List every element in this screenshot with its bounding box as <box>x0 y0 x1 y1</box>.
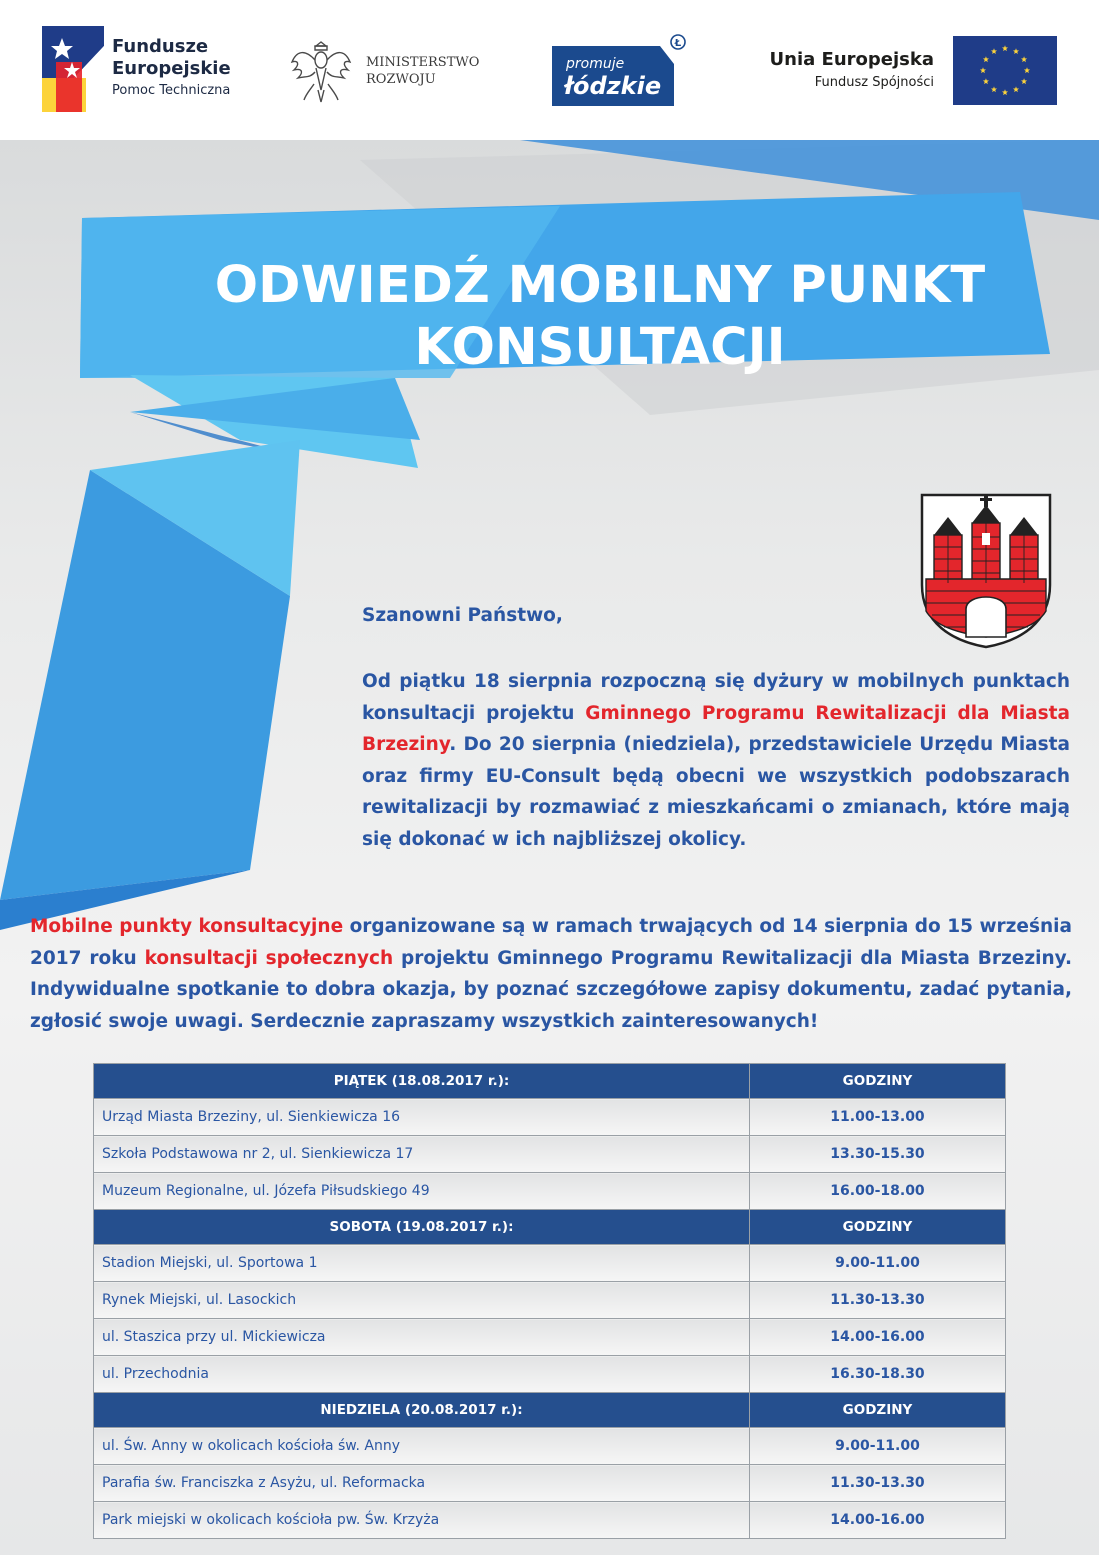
hours-column-header: GODZINY <box>750 1210 1006 1245</box>
hours-cell: 13.30-15.30 <box>750 1136 1006 1173</box>
fundusze-line2: Europejskie <box>112 58 231 79</box>
brzeziny-coat-of-arms-icon <box>920 493 1052 649</box>
lodzkie-line1: promuje <box>566 56 625 72</box>
location-cell: Muzeum Regionalne, ul. Józefa Piłsudskiego 49 <box>94 1173 750 1210</box>
intro-highlight: Gminnego Programu Rewitalizacji dla Miasta Brzeziny <box>362 702 1070 755</box>
location-cell: ul. Św. Anny w okolicach kościoła św. Anny <box>94 1428 750 1465</box>
schedule-day-header <box>94 1064 1006 1099</box>
location-cell: Rynek Miejski, ul. Lasockich <box>94 1282 750 1319</box>
location-cell: Stadion Miejski, ul. Sportowa 1 <box>94 1245 750 1282</box>
hours-cell: 11.30-13.30 <box>750 1282 1006 1319</box>
table-row <box>94 1173 1006 1210</box>
fundusze-europejskie-logo-icon <box>42 26 104 112</box>
hours-cell: 11.30-13.30 <box>750 1465 1006 1502</box>
eu-flag-icon <box>953 36 1057 105</box>
title-line2: KONSULTACJI <box>414 318 786 377</box>
schedule-day-header <box>94 1393 1006 1428</box>
hours-cell: 14.00-16.00 <box>750 1319 1006 1356</box>
lodzkie-badge: Ł <box>674 38 682 49</box>
day-label: SOBOTA (19.08.2017 r.): <box>94 1210 750 1245</box>
fundusze-europejskie-text <box>112 36 231 102</box>
table-row <box>94 1245 1006 1282</box>
poster-title <box>120 255 1080 379</box>
info-paragraph <box>30 911 1072 1037</box>
hours-cell: 16.30-18.30 <box>750 1356 1006 1393</box>
table-row <box>94 1428 1006 1465</box>
intro-text-2: . Do 20 sierpnia (niedziela), przedstawiciele Urzędu Miasta oraz firmy EU-Consult będą obecni we wszystkich podobszarach rewitalizacji by rozmawiać z mieszkańcami o zmianach, które mają się dokonać w ich najbliższej okolicy. <box>362 734 1070 850</box>
title-line1: ODWIEDŹ MOBILNY PUNKT <box>214 256 986 315</box>
consultation-schedule-table <box>93 1063 1006 1539</box>
info-text-1: organizowane są w ramach trwających od 14 sierpnia do 15 września 2017 roku <box>30 916 1072 969</box>
hours-cell: 16.00-18.00 <box>750 1173 1006 1210</box>
greeting: Szanowni Państwo, <box>362 605 563 626</box>
hours-cell: 11.00-13.00 <box>750 1099 1006 1136</box>
intro-text-1: Od piątku 18 sierpnia rozpoczną się dyżury w mobilnych punktach konsultacji projektu <box>362 671 1070 724</box>
intro-paragraph <box>362 666 1070 855</box>
lodzkie-line2: łódzkie <box>564 72 662 100</box>
table-row <box>94 1282 1006 1319</box>
info-text-2: projektu Gminnego Programu Rewitalizacji dla Miasta Brzeziny. Indywidualne spotkanie to dobra okazja, by poznać szczegółowe zapisy dokumentu, zadać pytania, zgłosić swoje uwagi. Serdecznie zapraszamy wszystkich zainteresowanych! <box>30 947 1073 1032</box>
location-cell: Parafia św. Franciszka z Asyżu, ul. Reformacka <box>94 1465 750 1502</box>
info-highlight-1: Mobilne punkty konsultacyjne <box>30 916 344 937</box>
location-cell: Szkoła Podstawowa nr 2, ul. Sienkiewicza 17 <box>94 1136 750 1173</box>
hours-column-header: GODZINY <box>750 1393 1006 1428</box>
info-highlight-2: konsultacji społecznych <box>144 947 394 969</box>
location-cell: ul. Przechodnia <box>94 1356 750 1393</box>
location-cell: Urząd Miasta Brzeziny, ul. Sienkiewicza 16 <box>94 1099 750 1136</box>
promuje-lodzkie-logo-icon <box>552 34 692 108</box>
table-row <box>94 1465 1006 1502</box>
logo-header <box>0 0 1099 140</box>
schedule-day-header <box>94 1210 1006 1245</box>
fundusze-line1: Fundusze <box>112 36 209 57</box>
table-row <box>94 1502 1006 1539</box>
unia-europejska-text <box>740 48 934 94</box>
location-cell: ul. Staszica przy ul. Mickiewicza <box>94 1319 750 1356</box>
table-row <box>94 1136 1006 1173</box>
unia-line2: Fundusz Spójności <box>814 75 934 90</box>
ministerstwo-rozwoju-text <box>366 54 479 88</box>
fundusze-line3: Pomoc Techniczna <box>112 83 231 98</box>
hours-cell: 9.00-11.00 <box>750 1428 1006 1465</box>
hours-cell: 9.00-11.00 <box>750 1245 1006 1282</box>
table-row <box>94 1099 1006 1136</box>
ministerstwo-line1: MINISTERSTWO <box>366 55 480 70</box>
location-cell: Park miejski w okolicach kościoła pw. Św. Krzyża <box>94 1502 750 1539</box>
table-row <box>94 1356 1006 1393</box>
ministerstwo-line2: ROZWOJU <box>366 72 436 87</box>
unia-line1: Unia Europejska <box>769 49 934 70</box>
day-label: NIEDZIELA (20.08.2017 r.): <box>94 1393 750 1428</box>
hours-column-header: GODZINY <box>750 1064 1006 1099</box>
day-label: PIĄTEK (18.08.2017 r.): <box>94 1064 750 1099</box>
table-row <box>94 1319 1006 1356</box>
polish-eagle-emblem-icon <box>290 38 352 104</box>
hours-cell: 14.00-16.00 <box>750 1502 1006 1539</box>
